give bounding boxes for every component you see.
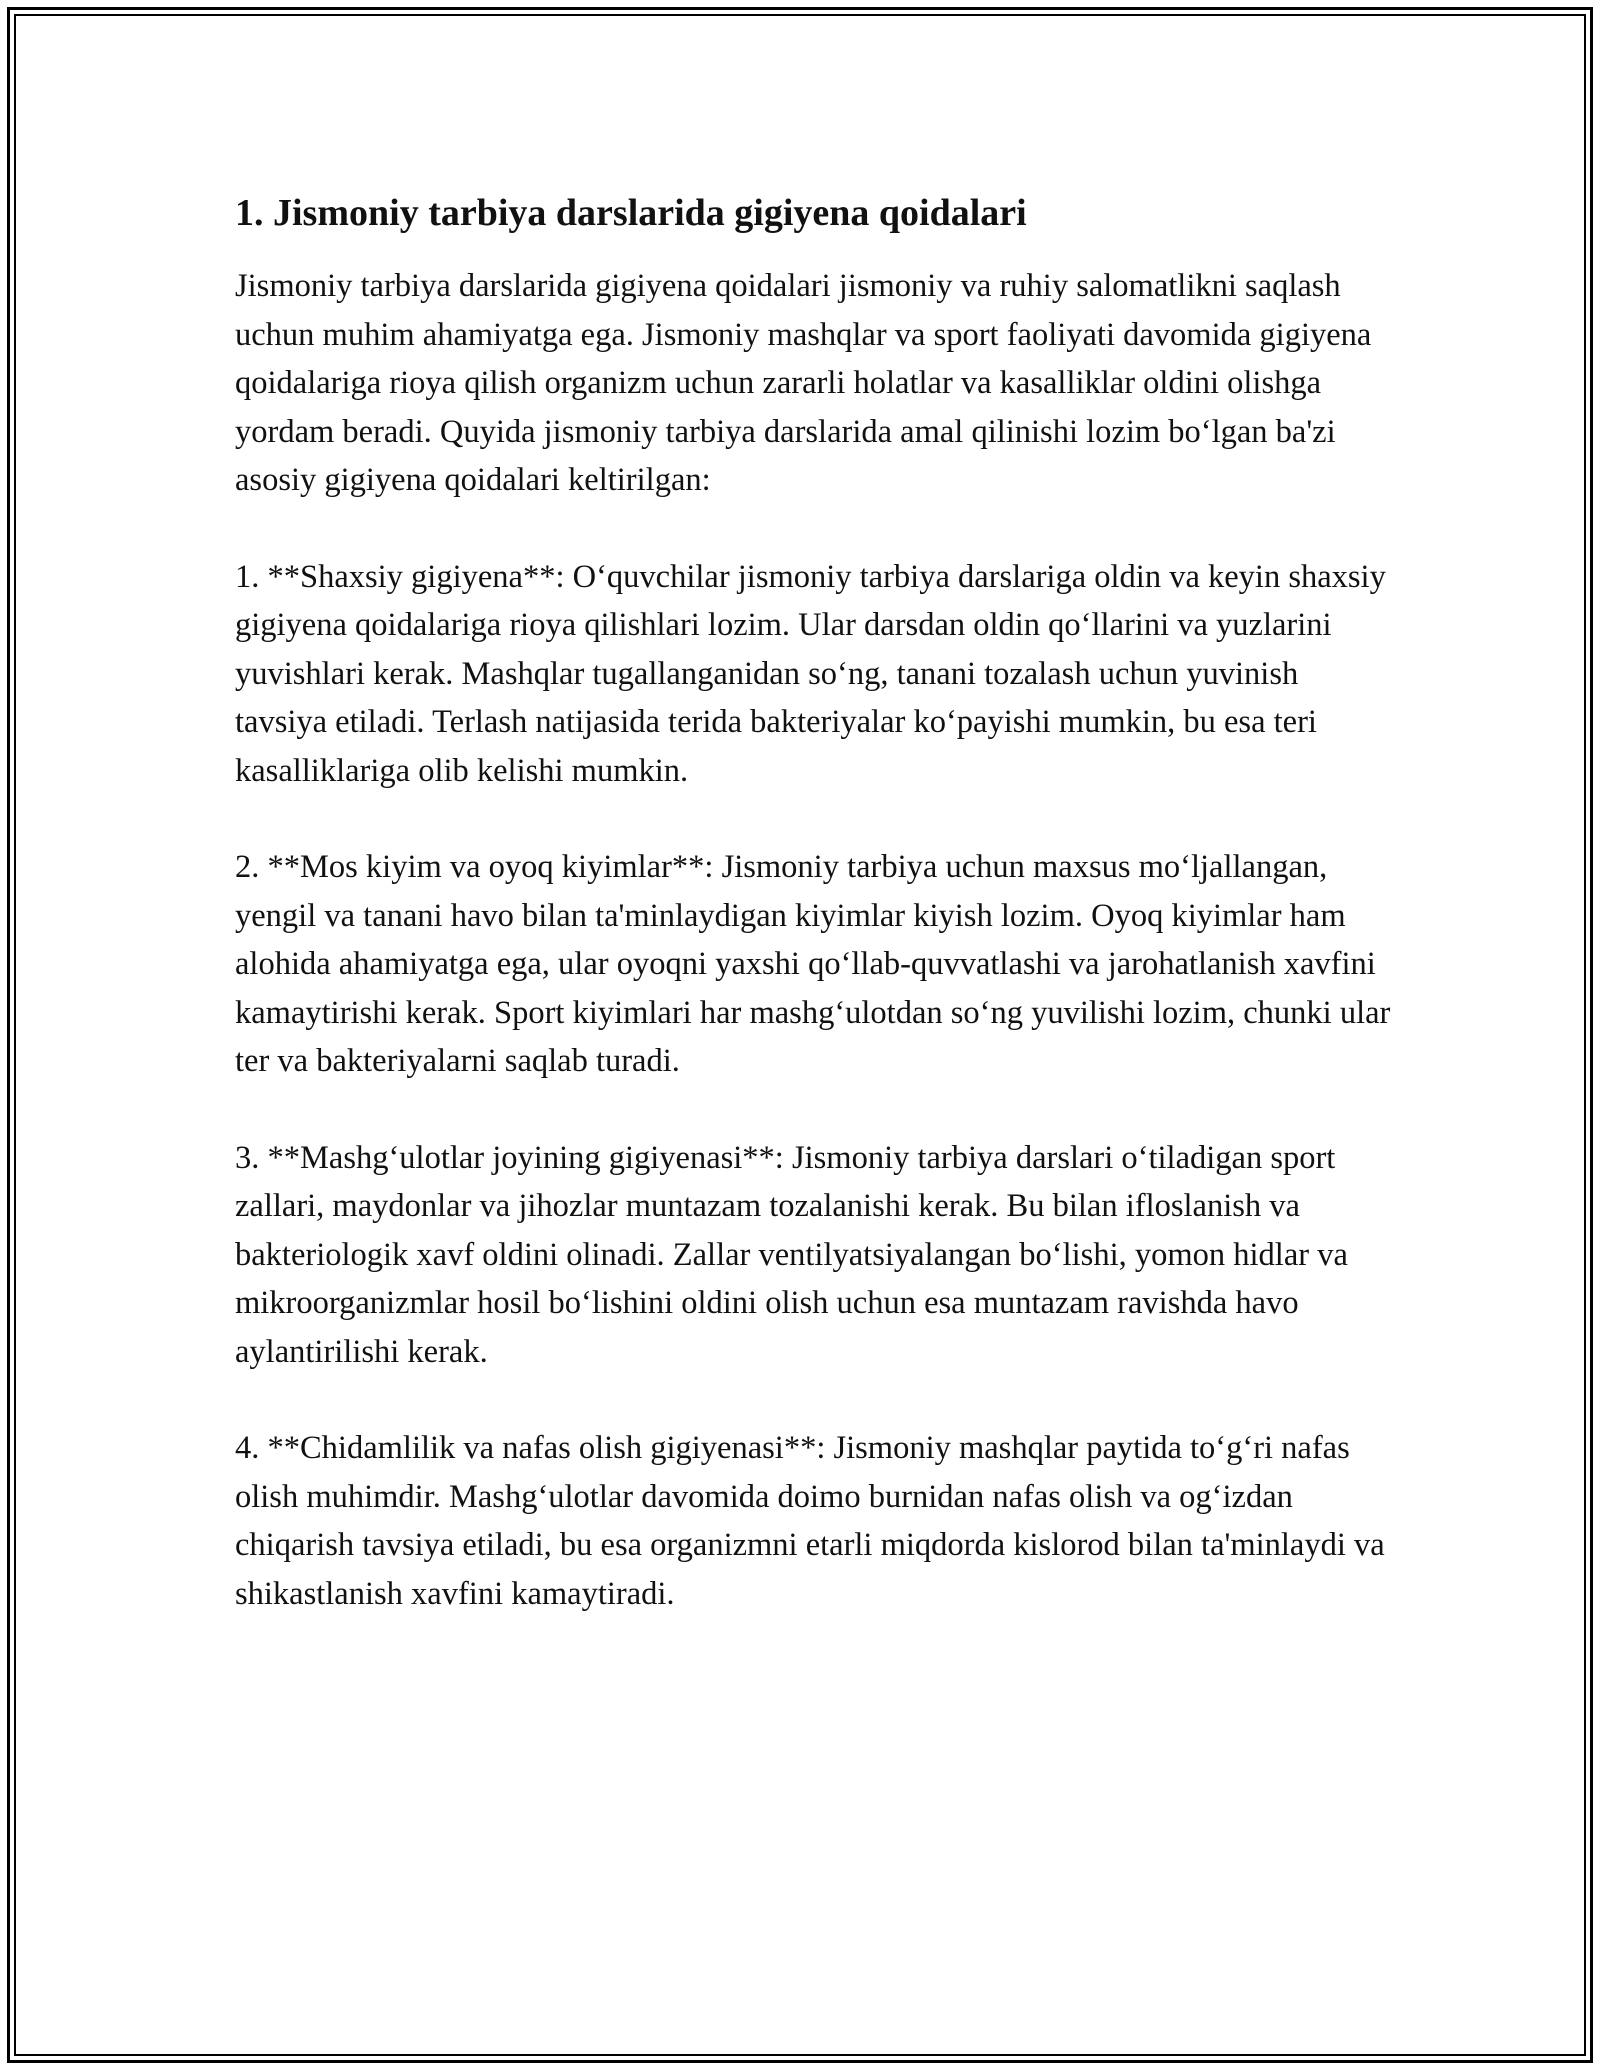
rule-venue-hygiene: 3. **Mashg‘ulotlar joyining gigiyenasi**: Jismoniy tarbiya darslari o‘tiladigan sport zallari, maydonlar va jihozlar muntazam tozalanishi kerak. Bu bilan ifloslanish va bakteriologik xavf oldini olinadi. Zallar ventilyatsiyalangan bo‘lishi, yomon hidlar va mikroorganizmlar hosil bo‘lishini oldini olish uchun esa muntazam ravishda havo aylantirilishi kerak. xyxy=(235,1139,1348,1370)
rule-breathing-hygiene: 4. **Chidamlilik va nafas olish gigiyenasi**: Jismoniy mashqlar paytida to‘g‘ri nafas olish muhimdir. Mashg‘ulotlar davomida doimo burnidan nafas olish va og‘izdan chiqarish tavsiya etiladi, bu esa organizmni etarli miqdorda kislorod bilan ta'minlaydi va shikastlanish xavfini kamaytiradi. xyxy=(235,1430,1385,1612)
intro-paragraph: Jismoniy tarbiya darslarida gigiyena qoidalari jismoniy va ruhiy salomatlikni saqlash uchun muhim ahamiyatga ega. Jismoniy mashqlar va sport faoliyati davomida gigiyena qoidalariga rioya qilish organizm uchun zararli holatlar va kasalliklar oldini olishga yordam beradi. Quyida jismoniy tarbiya darslarida amal qilinishi lozim bo‘lgan ba'zi asosiy gigiyena qoidalari keltirilgan: xyxy=(235,268,1372,498)
section-heading: 1. Jismoniy tarbiya darslarida gigiyena qoidalari xyxy=(235,192,1027,234)
rule-clothing-footwear: 2. **Mos kiyim va oyoq kiyimlar**: Jismoniy tarbiya uchun maxsus mo‘ljallangan, yengil va tanani havo bilan ta'minlaydigan kiyimlar kiyish lozim. Oyoq kiyimlar ham alohida ahamiyatga ega, ular oyoqni yaxshi qo‘llab-quvvatlashi va jarohatlanish xavfini kamaytirishi kerak. Sport kiyimlari har mashg‘ulotdan so‘ng yuvilishi lozim, chunki ular ter va bakteriyalarni saqlab turadi. xyxy=(235,849,1391,1079)
document-body xyxy=(235,186,1395,1666)
rule-personal-hygiene: 1. **Shaxsiy gigiyena**: O‘quvchilar jismoniy tarbiya darslariga oldin va keyin shaxsiy gigiyena qoidalariga rioya qilishlari lozim. Ular darsdan oldin qo‘llarini va yuzlarini yuvishlari kerak. Mashqlar tugallanganidan so‘ng, tanani tozalash uchun yuvinish tavsiya etiladi. Terlash natijasida terida bakteriyalar ko‘payishi mumkin, bu esa teri kasalliklariga olib kelishi mumkin. xyxy=(235,558,1386,789)
